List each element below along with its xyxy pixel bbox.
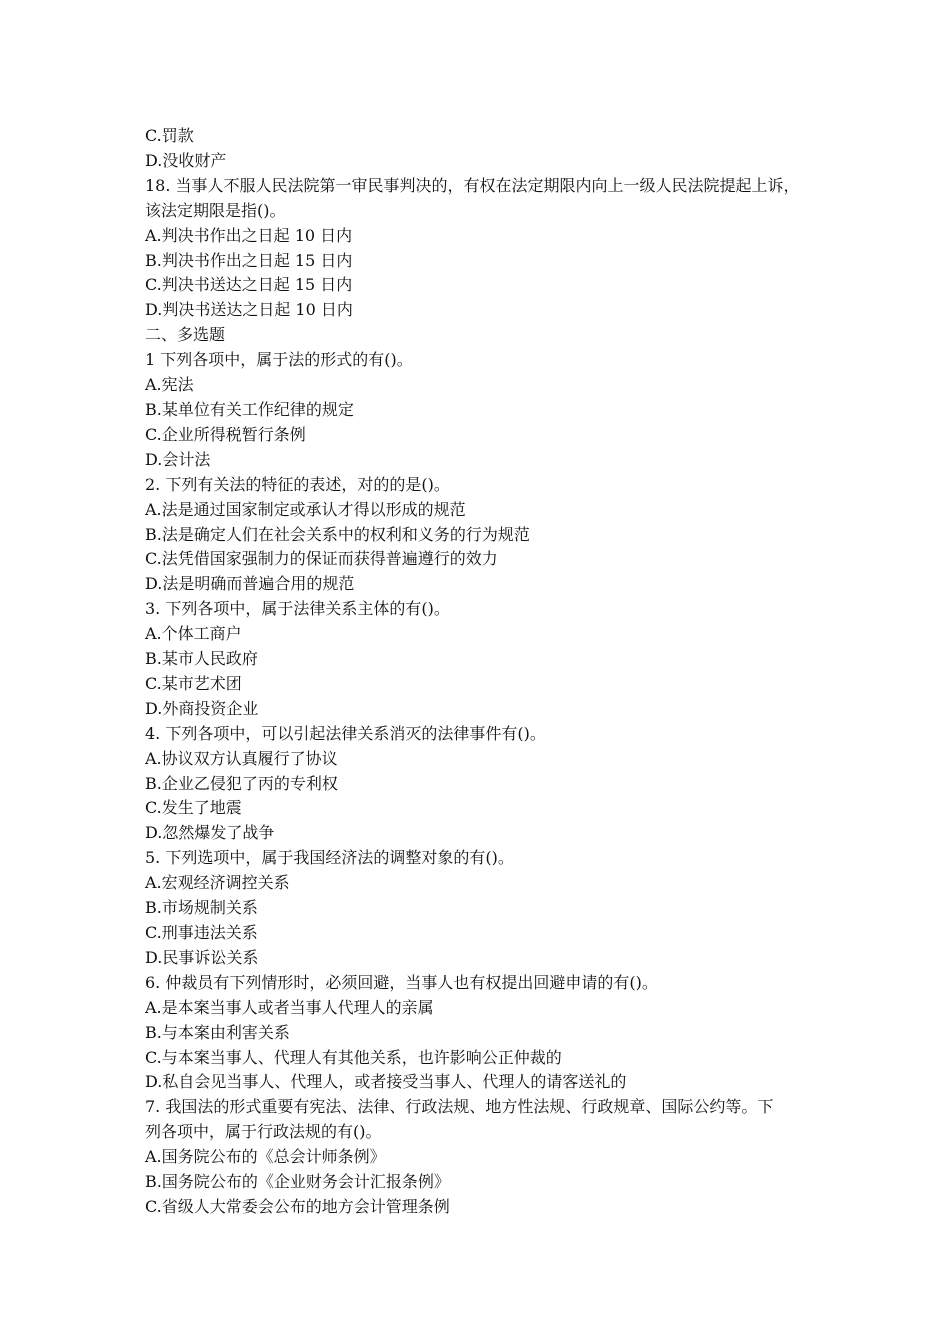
text-line: 5. 下列选项中，属于我国经济法的调整对象的有()。 bbox=[145, 848, 514, 868]
text-line: B.企业乙侵犯了丙的专利权 bbox=[145, 773, 338, 793]
text-line: B.法是确定人们在社会关系中的权利和义务的行为规范 bbox=[145, 524, 530, 544]
text-line: D.会计法 bbox=[145, 449, 211, 469]
text-line: B.国务院公布的《企业财务会计汇报条例》 bbox=[145, 1172, 450, 1192]
document-body bbox=[145, 124, 825, 1220]
text-line: D.法是明确而普遍合用的规范 bbox=[145, 574, 355, 594]
text-line: C.刑事违法关系 bbox=[145, 923, 258, 942]
section-heading: 二、多选题 bbox=[145, 325, 226, 345]
text-line: A.是本案当事人或者当事人代理人的亲属 bbox=[145, 997, 434, 1017]
text-line: C.企业所得税暂行条例 bbox=[145, 424, 306, 444]
text-line: 1 下列各项中，属于法的形式的有()。 bbox=[145, 350, 413, 370]
text-line: A.个体工商户 bbox=[145, 624, 242, 644]
text-line: A.国务院公布的《总会计师条例》 bbox=[145, 1147, 386, 1167]
text-line: B.判决书作出之日起 15 日内 bbox=[145, 250, 353, 270]
text-line: A.法是通过国家制定或承认才得以形成的规范 bbox=[145, 499, 466, 519]
text-line: C.某市艺术团 bbox=[145, 673, 242, 693]
text-line: 3. 下列各项中，属于法律关系主体的有()。 bbox=[145, 599, 450, 619]
text-line: 4. 下列各项中，可以引起法律关系消灭的法律事件有()。 bbox=[145, 723, 546, 743]
text-line: C.发生了地震 bbox=[145, 798, 242, 818]
text-line: C.判决书送达之日起 15 日内 bbox=[145, 275, 353, 295]
text-line: B.某单位有关工作纪律的规定 bbox=[145, 399, 354, 419]
text-line: C.与本案当事人、代理人有其他关系，也许影响公正仲裁的 bbox=[145, 1047, 562, 1067]
text-line: D.外商投资企业 bbox=[145, 698, 259, 718]
text-line: C.省级人大常委会公布的地方会计管理条例 bbox=[145, 1196, 450, 1216]
text-line: A.协议双方认真履行了协议 bbox=[145, 748, 338, 768]
text-line: C.法凭借国家强制力的保证而获得普遍遵行的效力 bbox=[145, 549, 498, 569]
text-line: 7. 我国法的形式重要有宪法、法律、行政法规、地方性法规、行政规章、国际公约等。下 bbox=[145, 1097, 774, 1117]
text-line: C.罚款 bbox=[145, 126, 194, 145]
text-line: D.忽然爆发了战争 bbox=[145, 823, 275, 843]
text-line: B.市场规制关系 bbox=[145, 898, 258, 918]
text-line: B.某市人民政府 bbox=[145, 649, 258, 669]
text-line: A.宏观经济调控关系 bbox=[145, 873, 290, 893]
text-line: A.宪法 bbox=[145, 375, 194, 395]
text-line: 6. 仲裁员有下列情形时，必须回避，当事人也有权提出回避申请的有()。 bbox=[145, 972, 658, 992]
text-line: D.民事诉讼关系 bbox=[145, 947, 259, 967]
text-line: 列各项中，属于行政法规的有()。 bbox=[145, 1122, 382, 1142]
text-line: D.私自会见当事人、代理人，或者接受当事人、代理人的请客送礼的 bbox=[145, 1072, 627, 1092]
text-line: D.没收财产 bbox=[145, 150, 227, 170]
text-line: 该法定期限是指()。 bbox=[145, 200, 286, 220]
text-line: 2. 下列有关法的特征的表述，对的的是()。 bbox=[145, 474, 450, 494]
text-line: D.判决书送达之日起 10 日内 bbox=[145, 300, 353, 320]
text-line: 18. 当事人不服人民法院第一审民事判决的，有权在法定期限内向上一级人民法院提起上诉， bbox=[145, 175, 800, 195]
text-line: A.判决书作出之日起 10 日内 bbox=[145, 225, 353, 245]
text-line: B.与本案由利害关系 bbox=[145, 1022, 290, 1042]
